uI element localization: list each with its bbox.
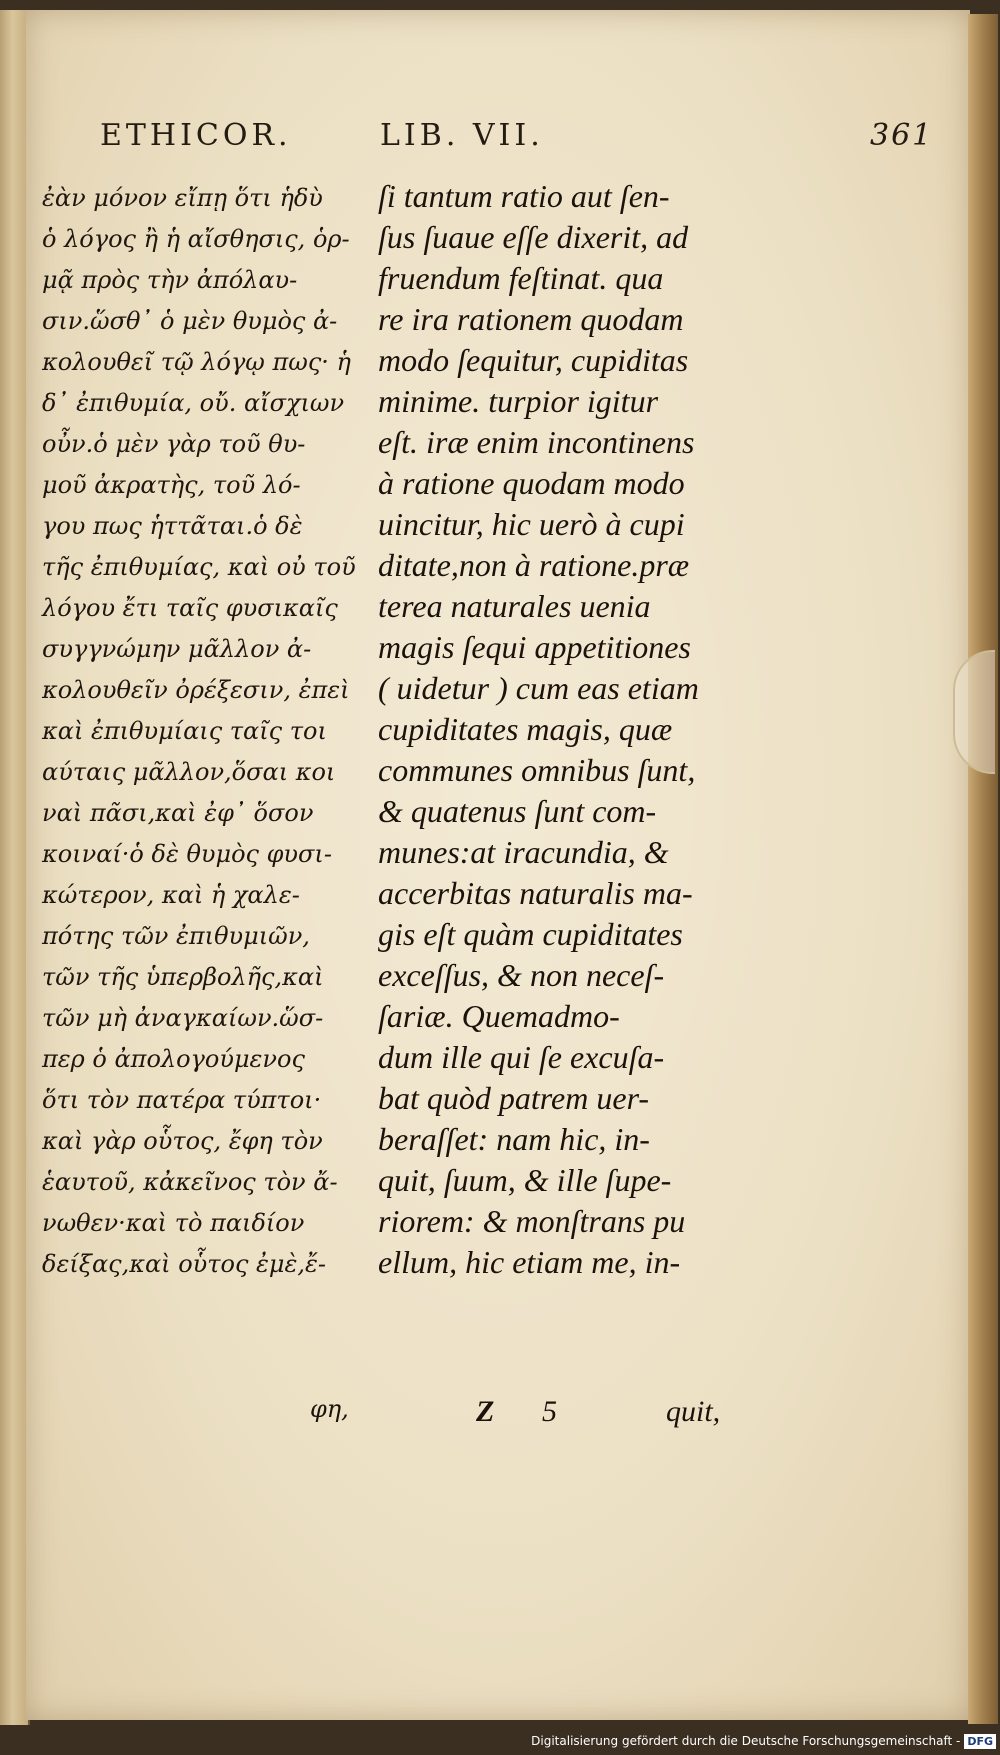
greek-text-line: ὅτι τὸν πατέρα τύπτοι· — [42, 1086, 322, 1114]
greek-text-line: συγγνώμην μᾶλλον ἀ- — [42, 635, 312, 663]
latin-text-line: accerbitas naturalis ma- — [378, 875, 693, 911]
page-header — [0, 118, 1000, 168]
digitization-credit — [531, 1731, 996, 1751]
latin-text-line: riorem: & monſtrans pu — [378, 1203, 686, 1239]
latin-text-line: magis ſequi appetitiones — [378, 629, 691, 665]
latin-text-line: bat quòd patrem uer- — [378, 1080, 650, 1116]
greek-text-line: γου πως ἡττᾶται.ὁ δὲ — [42, 512, 303, 540]
latin-text-column — [378, 176, 738, 1283]
latin-text-line: terea naturales uenia — [378, 588, 651, 624]
latin-text-line: minime. turpior igitur — [378, 383, 659, 419]
latin-text-line: ſariæ. Quemadmo- — [378, 998, 620, 1034]
latin-text-line: munes:at iracundia, & — [378, 834, 669, 870]
greek-text-line: ὁ λόγος ἢ ἡ αἴσθησις, ὁρ- — [42, 225, 350, 253]
greek-text-line: τῶν τῆς ὑπερβολῆς,καὶ — [42, 963, 324, 991]
greek-text-line: αύταις μᾶλλον,ὅσαι κοι — [42, 758, 336, 786]
greek-text-line: λόγου ἔτι ταῖς φυσικαῖς — [42, 594, 338, 622]
latin-text-line: ( uidetur ) cum eas etiam — [378, 670, 699, 706]
greek-text-line: μᾷ πρὸς τὴν ἀπόλαυ- — [42, 266, 298, 294]
greek-text-line: τῆς ἐπιθυμίας, καὶ οὐ τοῦ — [42, 553, 356, 581]
greek-text-line: ἐὰν μόνον εἴπῃ ὅτι ἡδὺ — [42, 184, 323, 212]
signature-number: 5 — [542, 1395, 557, 1428]
greek-text-line: μοῦ ἀκρατὴς, τοῦ λό- — [42, 471, 301, 499]
greek-text-line: καὶ γὰρ οὗτος, ἔφη τὸν — [42, 1127, 323, 1155]
greek-text-line: ἑαυτοῦ, κἀκεῖνος τὸν ἄ- — [42, 1168, 338, 1196]
greek-text-line: τῶν μὴ ἀναγκαίων.ὥσ- — [42, 1004, 324, 1032]
latin-text-line: à ratione quodam modo — [378, 465, 685, 501]
greek-text-line: οὖν.ὁ μὲν γὰρ τοῦ θυ- — [42, 430, 306, 458]
latin-text-line: modo ſequitur, cupiditas — [378, 342, 689, 378]
signature-mark: Z — [476, 1395, 495, 1428]
page-number: 361 — [870, 118, 934, 153]
greek-text-line: κολουθεῖ τῷ λόγῳ πως· ἡ — [42, 348, 351, 376]
running-title: ETHICOR. — [100, 118, 292, 153]
latin-text-line: quit, ſuum, & ille ſupe- — [378, 1162, 672, 1198]
greek-text-line: καὶ ἐπιθυμίαις ταῖς τοι — [42, 717, 327, 745]
page-footer — [0, 1395, 1000, 1439]
greek-text-line: σιν.ὥσθ᾽ ὁ μὲν θυμὸς ἀ- — [42, 307, 338, 335]
latin-text-line: re ira rationem quodam — [378, 301, 684, 337]
latin-text-line: ellum, hic etiam me, in- — [378, 1244, 681, 1280]
greek-text-column — [42, 178, 362, 1285]
page-clip-mark — [953, 650, 995, 774]
running-book-number: LIB. VII. — [380, 118, 544, 153]
latin-text-line: exceſſus, & non neceſ- — [378, 957, 665, 993]
latin-text-line: ſus ſuaue eſſe dixerit, ad — [378, 219, 689, 255]
digitization-credit-text: Digitalisierung gefördert durch die Deutsche Forschungsgemeinschaft - — [531, 1734, 961, 1748]
latin-catchword: quit, — [666, 1395, 721, 1428]
greek-text-line: κοιναί·ὁ δὲ θυμὸς φυσι- — [42, 840, 332, 868]
page-fore-edge — [968, 14, 998, 1724]
greek-text-line: περ ὁ ἀπολογούμενος — [42, 1045, 305, 1073]
dfg-logo: DFG — [964, 1734, 996, 1749]
latin-text-line: gis eſt quàm cupiditates — [378, 916, 683, 952]
latin-text-line: ditate,non à ratione.præ — [378, 547, 690, 583]
greek-text-line: νωθεν·καὶ τὸ παιδίον — [42, 1209, 305, 1237]
latin-text-line: cupiditates magis, quæ — [378, 711, 673, 747]
latin-text-line: fruendum feſtinat. qua — [378, 260, 664, 296]
greek-text-line: κώτερον, καὶ ἡ χαλε- — [42, 881, 300, 909]
greek-text-line: δείξας,καὶ οὗτος ἐμὲ,ἔ- — [42, 1250, 327, 1278]
latin-text-line: beraſſet: nam hic, in- — [378, 1121, 650, 1157]
latin-text-line: communes omnibus ſunt, — [378, 752, 696, 788]
greek-text-line: ναὶ πᾶσι,καὶ ἐφ᾽ ὅσον — [42, 799, 314, 827]
latin-text-line: & quatenus ſunt com- — [378, 793, 657, 829]
greek-text-line: κολουθεῖν ὀρέξεσιν, ἐπεὶ — [42, 676, 350, 704]
greek-catchword: φη, — [310, 1395, 349, 1423]
greek-text-line: δ᾽ ἐπιθυμία, οὔ. αἴσχιων — [42, 389, 345, 417]
latin-text-line: uincitur, hic uerò à cupi — [378, 506, 685, 542]
latin-text-line: eſt. iræ enim incontinens — [378, 424, 695, 460]
latin-text-line: dum ille qui ſe excuſa- — [378, 1039, 665, 1075]
greek-text-line: πότης τῶν ἐπιθυμιῶν, — [42, 922, 310, 950]
latin-text-line: ſi tantum ratio aut ſen- — [378, 178, 670, 214]
